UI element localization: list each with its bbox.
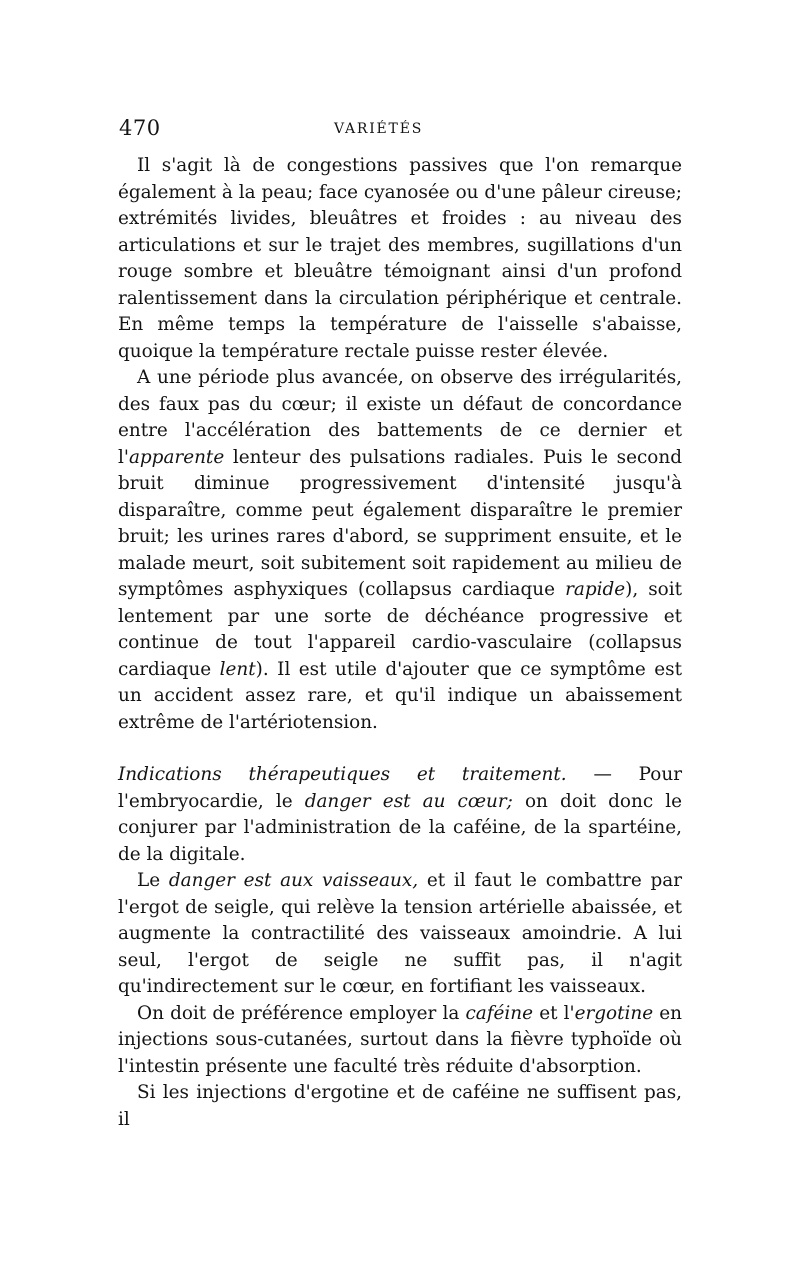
text-run: on doit donc le conjurer par l'administration de la caféine, de la spartéine, de la digitale. <box>118 790 683 865</box>
text-run: et il faut le combattre par l'ergot de seigle, qui relève la tension artérielle abaissée, et augmente la contractilité des vaisseaux amoindrie. A lui seul, l'ergot de seigle ne suffit pas, il n'agit qu'indirectement sur le cœur, en fortifiant les vaisseaux. <box>118 870 682 997</box>
italic-apparente: apparente <box>128 446 225 468</box>
text-run: A une période plus avancée, on observe des irrégularités, des faux pas du cœur; il existe un défaut de concordance entre l'accélération des battements de ce dernier et l' <box>118 367 682 468</box>
paragraph-danger-vaisseaux <box>118 868 682 1001</box>
italic-danger-coeur: danger est au cœur; <box>304 790 513 812</box>
text-run: en injections sous-cutanées, surtout dans la fièvre typhoïde où l'intestin présente une faculté très réduite d'absorption. <box>118 1002 683 1077</box>
paragraph-periode-avancee <box>118 365 682 736</box>
italic-rapide: rapide <box>565 579 626 600</box>
text-run: lenteur des pulsations radiales. Puis le second bruit diminue progressivement d'intensité jusqu'à disparaître, comme peut également disparaître le premier bruit; les urines rares d'abord, se suppriment ensuite, et le malade meurt, soit subitement soit rapidement au milieu de symptômes asphyxiques (collapsus cardiaque <box>118 446 682 600</box>
italic-cafeine: caféine <box>465 1002 534 1024</box>
italic-danger-vaisseaux: danger est aux vaisseaux, <box>168 870 419 891</box>
running-head: VARIÉTÉS <box>334 121 424 137</box>
text-run: et l' <box>533 1002 575 1024</box>
paragraph-injections: Si les injections d'ergotine et de caféine ne suffisent pas, il <box>118 1082 682 1130</box>
paragraph-congestions: Il s'agit là de congestions passives que l'on remarque également à la peau; face cyanosée ou d'une pâleur cireuse; extrémités livides, bleuâtres et froides : au niveau des articulations et sur le trajet des membres, sugillations d'un rouge sombre et bleuâtre témoignant ainsi d'un profond ralentissement dans la circulation périphérique et centrale. En même temps la température de l'aisselle s'abaisse, quoique la température rectale puisse rester élevée. <box>118 155 682 362</box>
body-text <box>118 153 682 1133</box>
text-run: ). Il est utile d'ajouter que ce symptôme est un accident assez rare, et qu'il indique un abaissement extrême de l'artériotension. <box>118 658 682 733</box>
page-number: 470 <box>119 116 161 140</box>
page-header <box>119 114 681 144</box>
paragraph-indications <box>118 762 682 868</box>
italic-ergotine: ergotine <box>574 1002 654 1024</box>
italic-lent: lent <box>219 658 256 680</box>
paragraph-preference <box>118 1001 682 1081</box>
section-heading-indications: Indications thérapeutiques et traitement. <box>118 764 567 785</box>
text-run: On doit de préférence employer la <box>137 1002 466 1024</box>
text-run: — Pour l'embryocardie, le <box>118 764 682 812</box>
text-run: Le <box>137 870 169 891</box>
text-run: ), soit lentement par une sorte de déchéance progressive et continue de tout l'appareil cardio-vasculaire (collapsus cardiaque <box>118 579 683 680</box>
